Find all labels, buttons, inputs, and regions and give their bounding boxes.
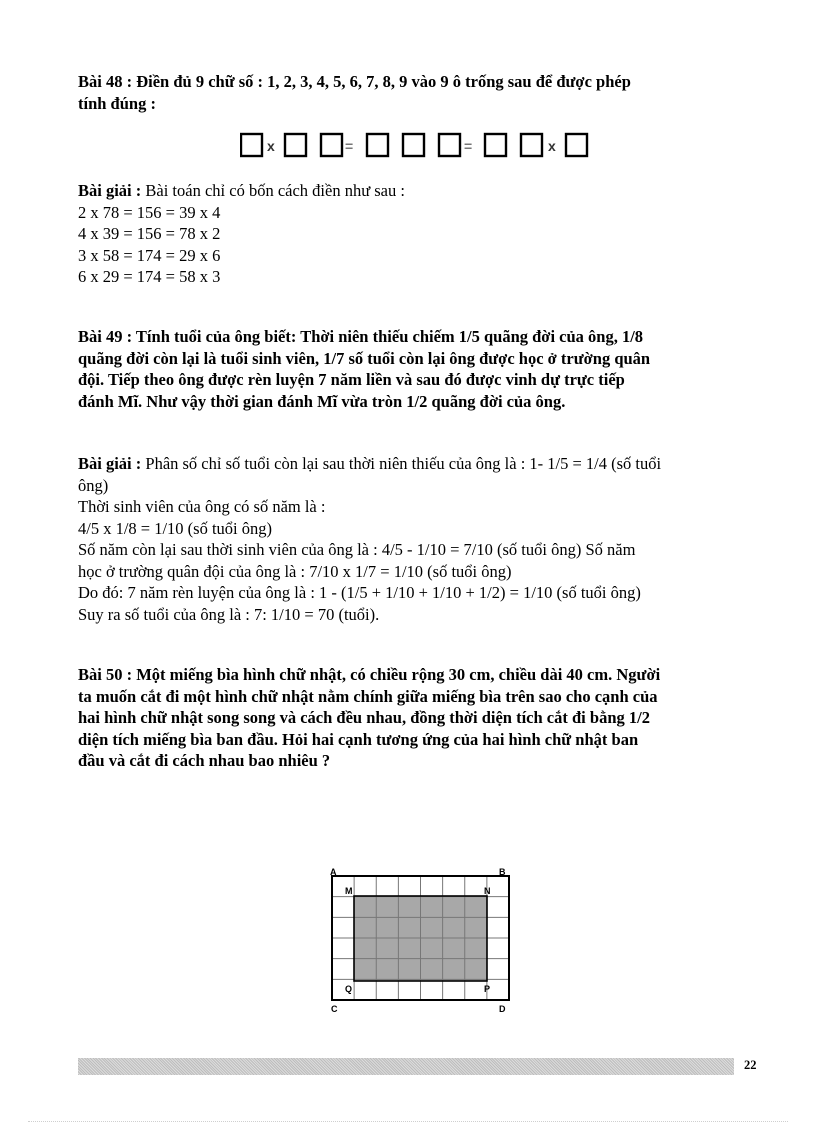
bai50-question-line-1: Một miếng bìa hình chữ nhật, có chiều rộng 30 cm, chiều dài 40 cm. Người: [136, 665, 661, 684]
times-sign: x: [267, 138, 275, 154]
bai48-solution-4: 6 x 29 = 174 = 58 x 3: [78, 267, 221, 286]
label-d: D: [499, 1004, 506, 1014]
bai49-solution-line-1: ông): [78, 475, 109, 495]
bai50-question-line-2: ta muốn cắt đi một hình chữ nhật nằm chính giữa miếng bìa trên sao cho cạnh của: [78, 686, 658, 706]
empty-box: [241, 134, 262, 156]
bai49-solution-line-4: Số năm còn lại sau thời sinh viên của ông là : 4/5 - 1/10 = 7/10 (số tuổi ông) Số năm: [78, 540, 636, 559]
bai49-title: Bài 49 :: [78, 327, 133, 346]
label-q: Q: [345, 984, 353, 994]
bai49-solution-line-7: Suy ra số tuổi của ông là : 7: 1/10 = 70 (tuổi).: [78, 604, 380, 624]
equals-sign: =: [464, 138, 473, 154]
bai50-question-line-3: hai hình chữ nhật song song và cách đều nhau, đồng thời diện tích cắt đi bằng 1/2: [78, 708, 650, 727]
bai48-solution-intro: Bài toán chỉ có bốn cách điền như sau :: [145, 181, 405, 200]
bai49-question-line-3: đội. Tiếp theo ông được rèn luyện 7 năm liền và sau đó được vinh dự trực tiếp: [78, 370, 625, 389]
empty-box: [521, 134, 542, 156]
equation-boxes: [240, 132, 600, 160]
bai48-solution-3: 3 x 58 = 174 = 29 x 6: [78, 245, 221, 265]
bai49-question-line-4: đánh Mĩ. Như vậy thời gian đánh Mĩ vừa tròn 1/2 quãng đời của ông.: [78, 391, 566, 411]
label-b: B: [499, 867, 506, 877]
bai49-solution-line-5: học ở trường quân đội của ông là : 7/10 x 1/7 = 1/10 (số tuổi ông): [78, 561, 512, 581]
empty-box: [566, 134, 587, 156]
bai48-question-line-2: tính đúng :: [78, 93, 156, 113]
bai48-question-line-1: Điền đủ 9 chữ số : 1, 2, 3, 4, 5, 6, 7, 8, 9 vào 9 ô trống sau để được phép: [136, 72, 631, 91]
empty-box: [403, 134, 424, 156]
bottom-divider: [28, 1121, 788, 1122]
bai48-solution-2: 4 x 39 = 156 = 78 x 2: [78, 224, 221, 243]
bai49-solution-line-2: Thời sinh viên của ông có số năm là :: [78, 497, 326, 516]
bai50-question-line-5: đầu và cắt đi cách nhau bao nhiêu ?: [78, 751, 331, 770]
bai49-solution-first: Phân số chỉ số tuổi còn lại sau thời niên thiếu của ông là : 1- 1/5 = 1/4 (số tuổi: [145, 454, 662, 473]
label-p: P: [484, 984, 491, 994]
rectangle-figure: [326, 866, 516, 1016]
label-n: N: [484, 886, 491, 896]
bai49-solution-line-3: 4/5 x 1/8 = 1/10 (số tuổi ông): [78, 518, 273, 538]
bai49-solution-line-6: Do đó: 7 năm rèn luyện của ông là : 1 - (1/5 + 1/10 + 1/10 + 1/2) = 1/10 (số tuổi ông): [78, 583, 641, 602]
footer-bar: [78, 1058, 734, 1075]
page-number: 22: [744, 1058, 757, 1072]
bai48-title: Bài 48 :: [78, 72, 133, 91]
bai48-question: [78, 71, 760, 114]
bai48-solution: [78, 180, 760, 288]
bai50-question-line-4: diện tích miếng bìa ban đầu. Hỏi hai cạnh tương ứng của hai hình chữ nhật ban: [78, 729, 639, 749]
empty-box: [485, 134, 506, 156]
bai49-solution-label: Bài giải :: [78, 454, 142, 473]
bai49-question-line-1: Tính tuổi của ông biết: Thời niên thiếu chiếm 1/5 quãng đời của ông, 1/8: [135, 327, 644, 346]
times-sign: x: [548, 138, 556, 154]
bai48-solution-1: 2 x 78 = 156 = 39 x 4: [78, 202, 221, 222]
empty-box: [321, 134, 342, 156]
bai49-solution: [78, 453, 760, 625]
label-a: A: [330, 867, 337, 877]
empty-box: [367, 134, 388, 156]
label-c: C: [331, 1004, 338, 1014]
bai49-question: [78, 326, 760, 412]
empty-box: [439, 134, 460, 156]
bai48-solution-label: Bài giải :: [78, 181, 142, 200]
bai50-title: Bài 50 :: [78, 665, 133, 684]
bai50-question: [78, 664, 760, 772]
empty-box: [285, 134, 306, 156]
bai49-question-line-2: quãng đời còn lại là tuổi sinh viên, 1/7 số tuổi còn lại ông được học ở trường quân: [78, 348, 651, 368]
label-m: M: [345, 886, 353, 896]
equals-sign: =: [345, 138, 354, 154]
